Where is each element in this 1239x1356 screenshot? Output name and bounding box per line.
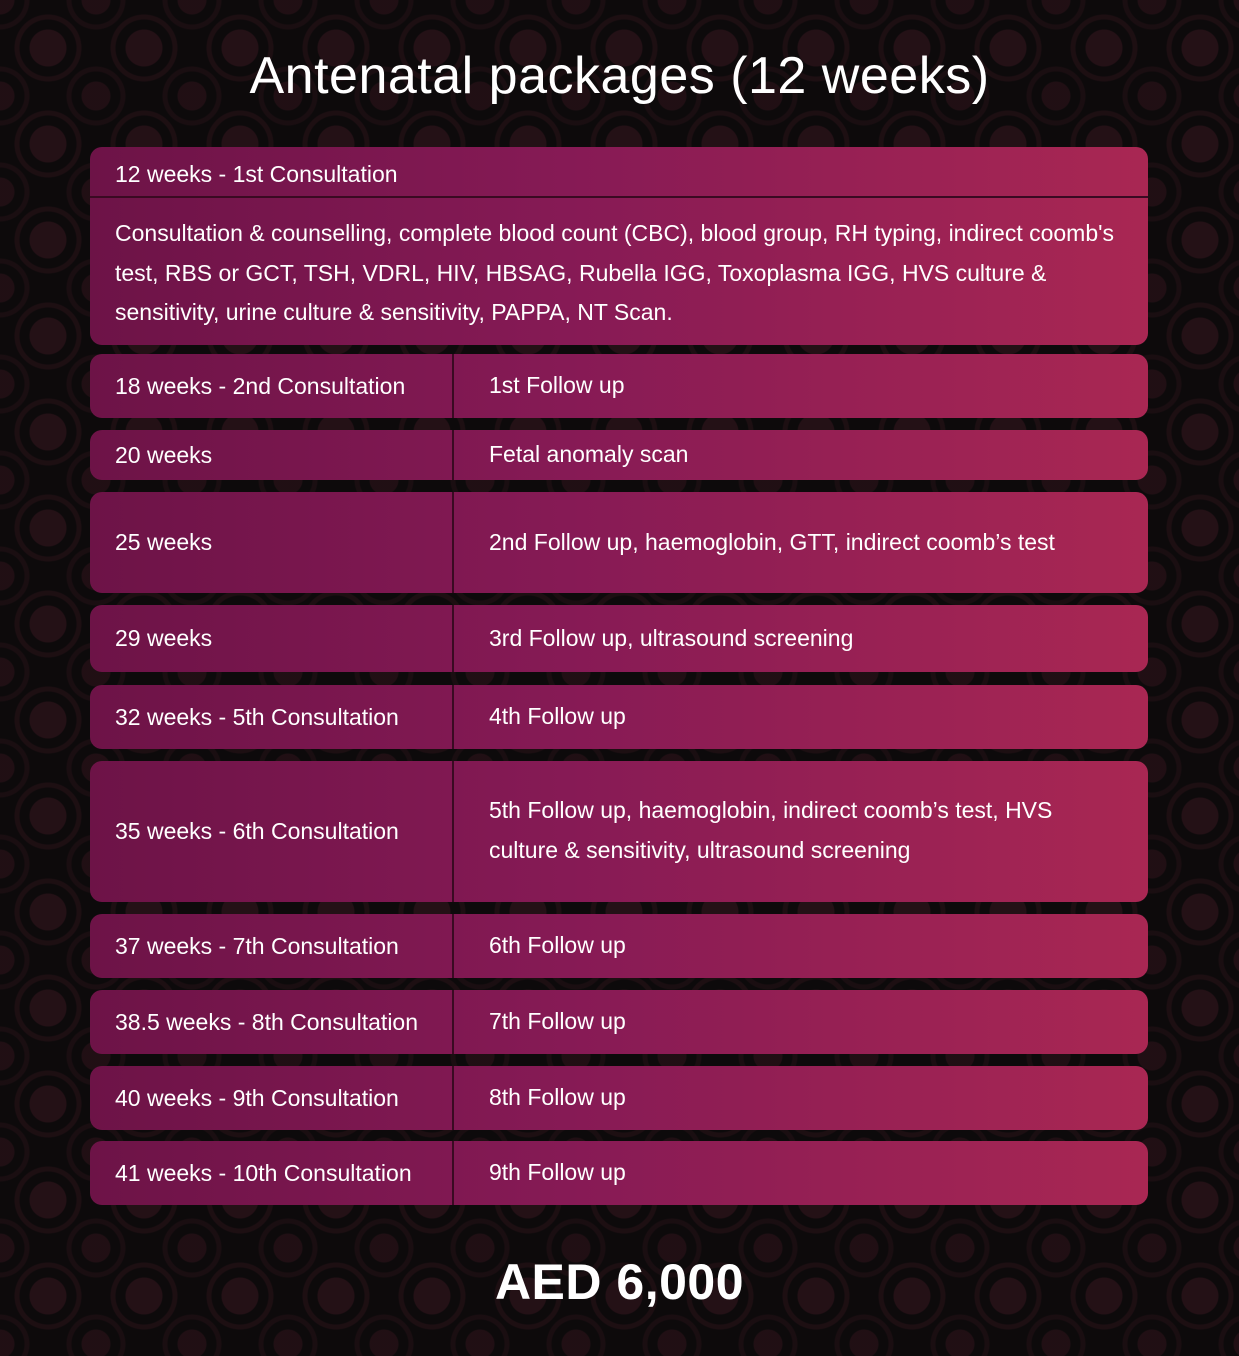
row-week: 38.5 weeks - 8th Consultation xyxy=(90,990,454,1054)
row-detail: 2nd Follow up, haemoglobin, GTT, indirect coomb’s test xyxy=(489,528,1055,555)
schedule-row xyxy=(90,492,1148,593)
first-consultation-block xyxy=(90,147,1148,345)
row-detail: 5th Follow up, haemoglobin, indirect coomb’s test, HVS culture & sensitivity, ultrasound screening xyxy=(489,797,1053,863)
package-price: AED 6,000 xyxy=(494,1254,745,1310)
row-week: 40 weeks - 9th Consultation xyxy=(90,1066,454,1130)
row-detail: 6th Follow up xyxy=(489,932,626,959)
row-week: 37 weeks - 7th Consultation xyxy=(90,914,454,978)
first-consultation-details: Consultation & counselling, complete blood count (CBC), blood group, RH typing, indirect coomb's test, RBS or GCT, TSH, VDRL, HIV, HBSAG, Rubella IGG, Toxoplasma IGG, HVS culture & sensitivity, urine culture & sensitivity, PAPPA, NT Scan. xyxy=(115,220,1115,325)
row-detail: 9th Follow up xyxy=(489,1159,626,1186)
row-week: 18 weeks - 2nd Consultation xyxy=(90,354,454,418)
first-consultation-header: 12 weeks - 1st Consultation xyxy=(90,147,1148,198)
row-detail: 4th Follow up xyxy=(489,703,626,730)
schedule-row xyxy=(90,761,1148,902)
row-week: 35 weeks - 6th Consultation xyxy=(90,761,454,902)
row-detail: 1st Follow up xyxy=(489,372,625,399)
row-detail: 8th Follow up xyxy=(489,1084,626,1111)
row-week: 25 weeks xyxy=(90,492,454,593)
row-detail: Fetal anomaly scan xyxy=(489,441,689,468)
schedule-row xyxy=(90,1066,1148,1130)
row-week: 20 weeks xyxy=(90,430,454,480)
page-title: Antenatal packages (12 weeks) xyxy=(249,47,990,105)
row-week: 29 weeks xyxy=(90,605,454,672)
row-detail: 7th Follow up xyxy=(489,1008,626,1035)
schedule-row xyxy=(90,990,1148,1054)
schedule-row xyxy=(90,430,1148,480)
row-week: 32 weeks - 5th Consultation xyxy=(90,685,454,749)
row-detail: 3rd Follow up, ultrasound screening xyxy=(489,624,854,651)
row-week: 41 weeks - 10th Consultation xyxy=(90,1141,454,1205)
schedule-row xyxy=(90,914,1148,978)
schedule-row xyxy=(90,685,1148,749)
schedule-row xyxy=(90,605,1148,672)
schedule-row xyxy=(90,354,1148,418)
schedule-row xyxy=(90,1141,1148,1205)
